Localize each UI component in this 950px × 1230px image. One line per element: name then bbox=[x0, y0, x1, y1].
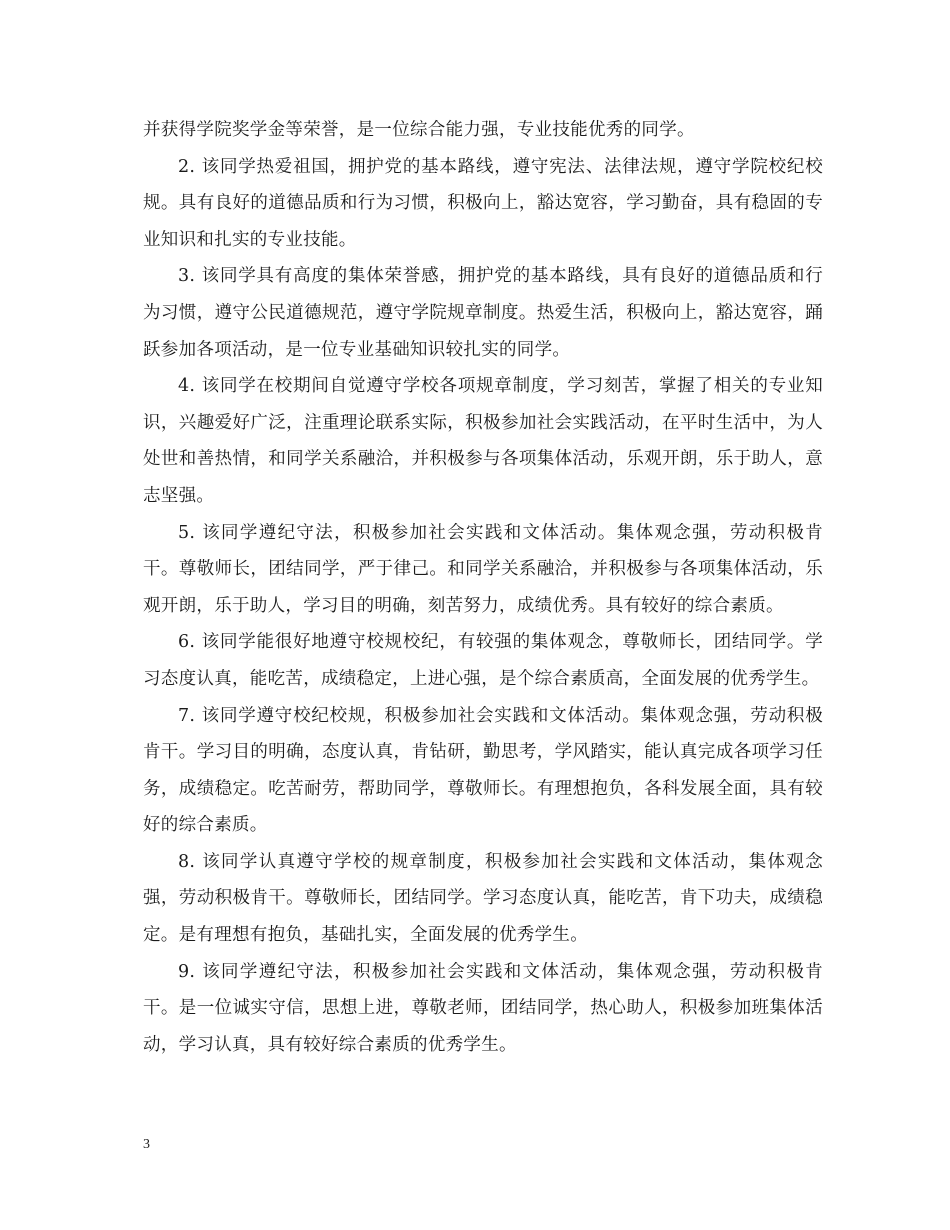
paragraph-item-7: 7. 该同学遵守校纪校规，积极参加社会实践和文体活动。集体观念强，劳动积极肯干。学习目的明确，态度认真，肯钻研，勤思考，学风踏实，能认真完成各项学习任务，成绩稳定。吃苦耐劳，帮助同学，尊敬师长。有理想抱负，各科发展全面，具有较好的综合素质。 bbox=[143, 705, 823, 836]
document-body bbox=[143, 112, 823, 1063]
paragraph-item-8: 8. 该同学认真遵守学校的规章制度，积极参加社会实践和文体活动，集体观念强，劳动积极肯干。尊敬师长，团结同学。学习态度认真，能吃苦，肯下功夫，成绩稳定。是有理想有抱负，基础扎实，全面发展的优秀学生。 bbox=[143, 851, 823, 946]
paragraph-item-5: 5. 该同学遵纪守法，积极参加社会实践和文体活动。集体观念强，劳动积极肯干。尊敬师长，团结同学，严于律己。和同学关系融洽，并积极参与各项集体活动，乐观开朗，乐于助人，学习目的明确，刻苦努力，成绩优秀。具有较好的综合素质。 bbox=[143, 522, 823, 616]
paragraph-item-3: 3. 该同学具有高度的集体荣誉感，拥护党的基本路线，具有良好的道德品质和行为习惯，遵守公民道德规范，遵守学院规章制度。热爱生活，积极向上，豁达宽容，踊跃参加各项活动，是一位专业基础知识较扎实的同学。 bbox=[143, 266, 823, 360]
paragraph-item-4: 4. 该同学在校期间自觉遵守学校各项规章制度，学习刻苦，掌握了相关的专业知识，兴趣爱好广泛，注重理论联系实际，积极参加社会实践活动，在平时生活中，为人处世和善热情，和同学关系融洽，并积极参与各项集体活动，乐观开朗，乐于助人，意志坚强。 bbox=[143, 376, 823, 506]
paragraph-item-6: 6. 该同学能很好地遵守校规校纪，有较强的集体观念，尊敬师长，团结同学。学习态度认真，能吃苦，成绩稳定，上进心强，是个综合素质高，全面发展的优秀学生。 bbox=[143, 632, 823, 689]
page-number: 3 bbox=[143, 1137, 150, 1152]
paragraph-item-9: 9. 该同学遵纪守法，积极参加社会实践和文体活动，集体观念强，劳动积极肯干。是一位诚实守信，思想上进，尊敬老师，团结同学，热心助人，积极参加班集体活动，学习认真，具有较好综合素质的优秀学生。 bbox=[143, 961, 823, 1055]
paragraph-continuation: 并获得学院奖学金等荣誉，是一位综合能力强，专业技能优秀的同学。 bbox=[143, 120, 695, 140]
paragraph-item-2: 2. 该同学热爱祖国，拥护党的基本路线，遵守宪法、法律法规，遵守学院校纪校规。具有良好的道德品质和行为习惯，积极向上，豁达宽容，学习勤奋，具有稳固的专业知识和扎实的专业技能。 bbox=[143, 156, 823, 250]
